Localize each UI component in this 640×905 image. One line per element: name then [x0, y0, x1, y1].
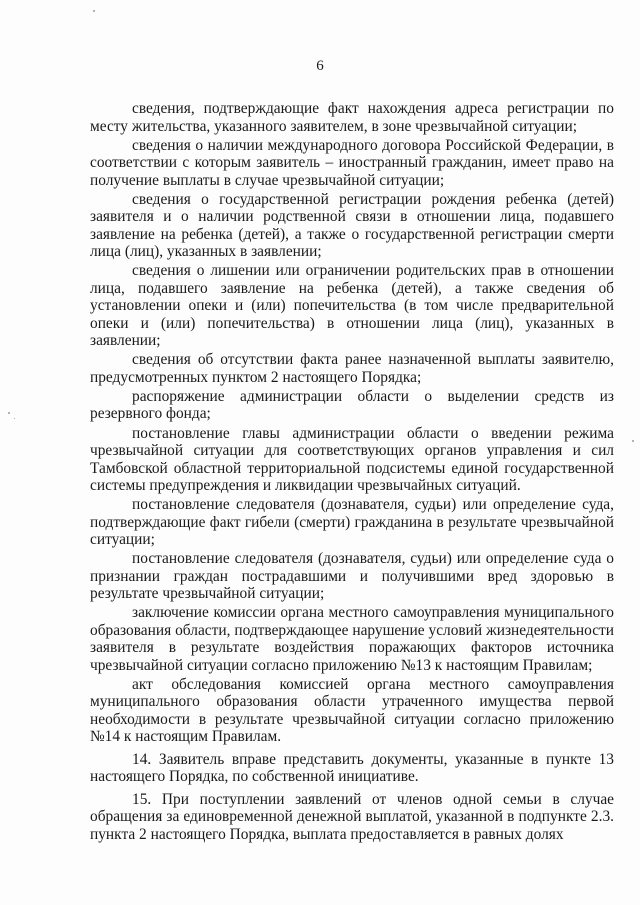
paragraph: акт обследования комиссией органа местного самоуправления муниципального образования области утраченного имущества первой необходимости в результате чрезвычайной ситуации согласно приложению №14 к настоящим Правилам.: [90, 675, 614, 746]
page-number: 6: [316, 58, 324, 74]
paragraph: постановление главы администрации области о введении режима чрезвычайной ситуации для соответствующих органов управления и сил Тамбовской областной территориальной подсистемы единой государственной системы предупреждения и ликвидации чрезвычайных ситуаций.: [90, 424, 614, 495]
paragraph: постановление следователя (дознавателя, судьи) или определение суда о признании граждан пострадавшими и получившими вред здоровью в результате чрезвычайной ситуации;: [90, 550, 614, 603]
paragraph: сведения об отсутствии факта ранее назначенной выплаты заявителю, предусмотренных пунктом 2 настоящего Порядка;: [90, 351, 614, 386]
scan-artifact: [632, 440, 634, 442]
paragraph: сведения, подтверждающие факт нахождения адреса регистрации по месту жительства, указанного заявителем, в зоне чрезвычайной ситуации;: [90, 100, 614, 135]
paragraph: сведения о наличии международного договора Российской Федерации, в соответствии с которым заявитель – иностранный гражданин, имеет право на получение выплаты в случае чрезвычайной ситуации;: [90, 136, 614, 189]
numbered-paragraph: 15. При поступлении заявлений от членов одной семьи в случае обращения за единовременной денежной выплатой, указанной в подпункте 2.3. пункта 2 настоящего Порядка, выплата предоставляется в равных долях: [90, 790, 614, 843]
numbered-paragraph: 14. Заявитель вправе представить документы, указанные в пункте 13 настоящего Порядка, по собственной инициативе.: [90, 750, 614, 786]
scan-artifact: [14, 418, 15, 419]
document-body: [90, 100, 614, 843]
scan-artifact: [93, 10, 95, 12]
scan-artifact: [8, 412, 10, 414]
paragraph: сведения о лишении или ограничении родительских прав в отношении лица, подавшего заявление на ребенка (детей), а также сведения об установлении опеки и (или) попечительства (в том числе предварительной опеки и (или) попечительства) в отношении лица (лиц), указанных в заявлении;: [90, 262, 614, 350]
paragraph: постановление следователя (дознавателя, судьи) или определение суда, подтверждающие факт гибели (смерти) гражданина в результате чрезвычайной ситуации;: [90, 496, 614, 549]
paragraph: распоряжение администрации области о выделении средств из резервного фонда;: [90, 387, 614, 423]
paragraph: заключение комиссии органа местного самоуправления муниципального образования области, подтверждающее нарушение условий жизнедеятельности заявителя в результате воздействия поражающих факторов источника чрезвычайной ситуации согласно приложению №13 к настоящим Правилам;: [90, 604, 614, 674]
paragraph: сведения о государственной регистрации рождения ребенка (детей) заявителя и о наличии родственной связи в отношении лица, подавшего заявление на ребенка (детей), а также о государственной регистрации смерти лица (лиц), указанных в заявлении;: [90, 190, 614, 261]
